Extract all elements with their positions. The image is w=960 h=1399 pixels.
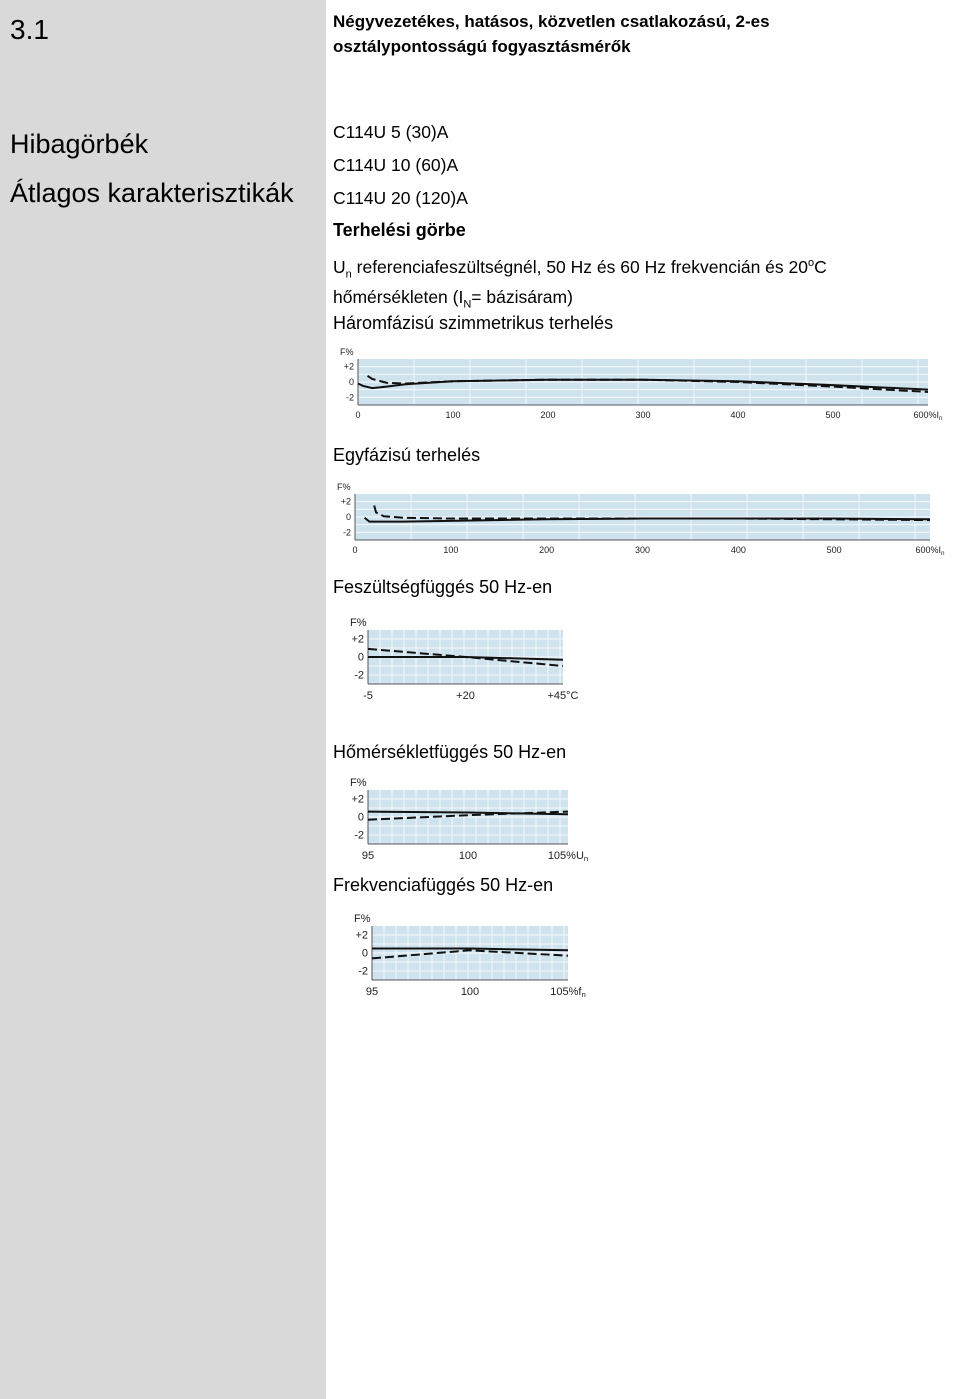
x-tick-label: 300 <box>635 410 651 420</box>
section-number: 3.1 <box>10 14 49 45</box>
x-tick-label: 100 <box>443 545 459 555</box>
x-tick-label: 100 <box>458 850 478 862</box>
x-tick-label: 105%fn <box>550 986 586 999</box>
x-tick-label: -5 <box>363 690 373 702</box>
x-tick-label: 400 <box>730 410 746 420</box>
y-tick-label: -2 <box>354 829 364 842</box>
chart-three-phase <box>336 343 960 425</box>
chart-temperature <box>336 770 602 864</box>
x-tick-label: 500 <box>826 545 842 555</box>
y-tick-label: -2 <box>345 392 354 403</box>
x-tick-label: 200 <box>539 545 555 555</box>
x-tick-label: 0 <box>355 410 361 420</box>
conditions-text: referenciafeszültségnél, 50 Hz és 60 Hz frekvencián és 20 <box>351 256 808 277</box>
caption-voltage: Feszültségfüggés 50 Hz-en <box>333 577 553 597</box>
conditions-unit: C <box>814 256 827 277</box>
model-name: C114U 5 (30)A <box>333 122 449 142</box>
x-tick-label: +20 <box>456 690 475 702</box>
x-tick-label: 0 <box>352 545 358 555</box>
x-tick-label: 200 <box>540 410 556 420</box>
chart-voltage-svg <box>336 610 592 704</box>
chart-voltage <box>336 610 592 704</box>
x-unit-subscript: n <box>939 415 943 422</box>
y-tick-label: 0 <box>357 811 364 824</box>
chart-frequency-svg <box>340 906 606 1000</box>
document-title-line1: Négyvezetékes, hatásos, közvetlen csatlakozású, 2-es <box>333 12 770 31</box>
chart-single-phase <box>333 478 957 560</box>
x-tick-label: 300 <box>634 545 651 555</box>
chart-frequency <box>340 906 606 1000</box>
y-tick-label: +2 <box>343 361 354 372</box>
x-tick-label: $600\%I_n$ <box>915 545 945 557</box>
sidebar-heading-average-characteristics: Átlagos karakterisztikák <box>10 178 294 208</box>
caption-temperature: Hőmérsékletfüggés 50 Hz-en <box>333 742 567 762</box>
x-tick-label: 95 <box>361 850 375 862</box>
y-tick-label: 0 <box>357 651 364 664</box>
reference-conditions <box>333 252 953 317</box>
chart-temperature-svg <box>336 770 602 864</box>
x-tick-label: $600\%I_n$ <box>913 410 943 422</box>
chart-single-phase-svg <box>333 478 957 560</box>
model-name: C114U 10 (60)A <box>333 155 459 175</box>
x-tick-label: 95 <box>365 986 379 998</box>
caption-three-phase: Háromfázisú szimmetrikus terhelés <box>333 313 614 333</box>
y-tick-label: +2 <box>355 929 368 942</box>
sidebar <box>0 0 326 1399</box>
conditions-text: hőmérsékleten (I <box>333 287 464 308</box>
y-tick-label: +2 <box>351 793 364 806</box>
y-tick-label: +2 <box>351 633 364 646</box>
chart-three-phase-svg <box>336 343 960 425</box>
document-title-line2: osztálypontosságú fogyasztásmérők <box>333 37 631 56</box>
y-axis-label: F% <box>350 777 367 789</box>
x-unit-subscript: n <box>583 854 589 863</box>
voltage-subscript: n <box>345 268 352 281</box>
y-axis-label: F% <box>337 482 351 492</box>
x-tick-label: 105%Un <box>547 850 589 863</box>
y-tick-label: 0 <box>361 947 368 960</box>
current-subscript: N <box>463 298 472 311</box>
conditions-text: = bázisáram) <box>471 287 573 308</box>
y-axis-label: F% <box>340 347 354 357</box>
y-tick-label: 0 <box>345 512 351 522</box>
y-axis-label: F% <box>354 913 371 925</box>
degree-superscript: o <box>807 257 815 269</box>
x-tick-label: 500 <box>825 410 841 420</box>
y-tick-label: 0 <box>348 377 354 387</box>
sidebar-heading-error-curves: Hibagörbék <box>10 129 149 159</box>
y-tick-label: -2 <box>358 965 368 978</box>
reference-conditions-line1 <box>333 252 953 286</box>
x-unit-subscript: n <box>581 990 586 999</box>
x-tick-label: 100 <box>460 986 480 998</box>
load-curve-title: Terhelési görbe <box>333 220 466 240</box>
x-tick-label: 400 <box>730 545 746 555</box>
voltage-symbol: U <box>333 256 346 277</box>
y-tick-label: -2 <box>354 669 364 682</box>
y-tick-label: -2 <box>342 527 351 538</box>
caption-single-phase: Egyfázisú terhelés <box>333 445 481 465</box>
x-tick-label: 100 <box>445 410 461 420</box>
x-tick-label: +45°C <box>547 690 579 702</box>
document-title <box>333 9 933 59</box>
y-axis-label: F% <box>350 617 367 629</box>
model-name: C114U 20 (120)A <box>333 188 468 208</box>
caption-frequency: Frekvenciafüggés 50 Hz-en <box>333 875 554 895</box>
x-unit-subscript: n <box>941 550 945 557</box>
y-tick-label: +2 <box>340 496 351 507</box>
